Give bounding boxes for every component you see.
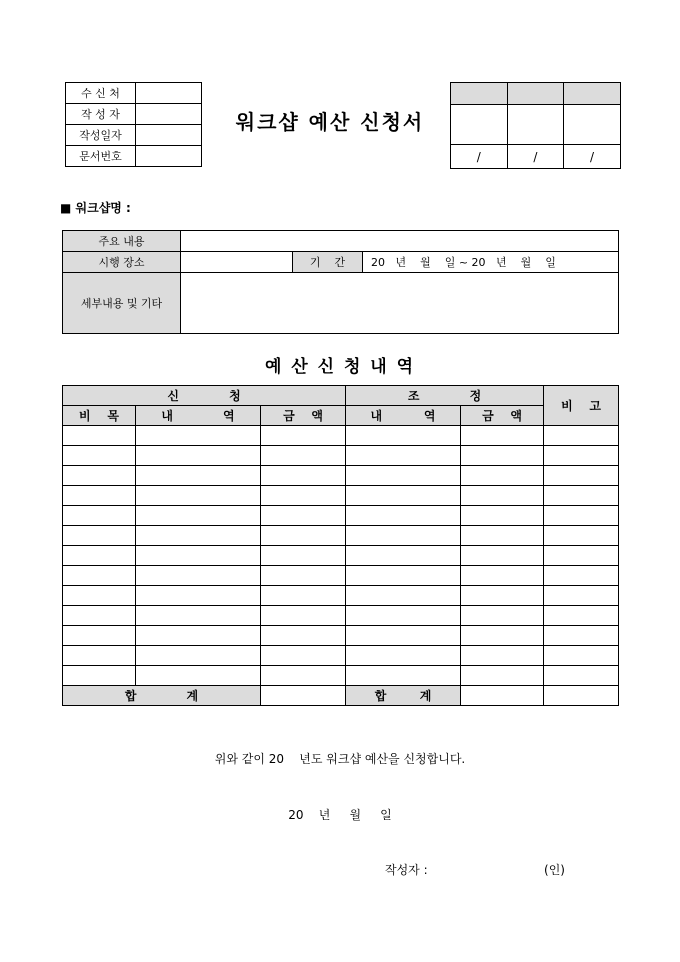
approval-header-cell [564,83,621,105]
budget-cell-adj-amount [461,566,544,586]
budget-row [63,426,619,446]
budget-cell-adj-amount [461,666,544,686]
budget-cell-adj-detail [346,426,461,446]
budget-cell-remarks [544,626,619,646]
budget-cell-adj-amount [461,486,544,506]
budget-cell-amount [261,666,346,686]
info-label-recipient: 수 신 처 [66,83,136,104]
budget-row [63,446,619,466]
info-row [66,83,202,104]
budget-cell-remarks [544,586,619,606]
info-label-docnumber: 문서번호 [66,146,136,167]
total-label-cell: 합 계 [63,686,261,706]
budget-cell-adj-detail [346,566,461,586]
budget-cell-amount [261,626,346,646]
budget-body [63,426,619,686]
total-remarks-cell [544,686,619,706]
budget-header-group-row [63,386,619,406]
budget-cell-adj-amount [461,586,544,606]
budget-cell-adj-amount [461,626,544,646]
budget-cell-adj-detail [346,606,461,626]
venue-label: 시행 장소 [63,252,181,273]
header-detail: 내 역 [136,406,261,426]
budget-cell-item [63,566,136,586]
budget-cell-amount [261,526,346,546]
budget-row [63,666,619,686]
budget-cell-amount [261,606,346,626]
info-row [66,125,202,146]
period-label: 기 간 [293,252,363,273]
main-content-value [181,231,619,252]
budget-cell-adj-detail [346,546,461,566]
approval-sign-cell [451,105,508,145]
budget-cell-detail [136,466,261,486]
budget-cell-item [63,446,136,466]
author-line [385,861,565,878]
budget-cell-adj-detail [346,666,461,686]
budget-cell-adj-detail [346,526,461,546]
header-adj-detail: 내 역 [346,406,461,426]
budget-row [63,506,619,526]
info-label-author: 작 성 자 [66,104,136,125]
header-remarks: 비 고 [544,386,619,426]
page-title: 워크샵 예산 신청서 [235,110,425,134]
budget-cell-item [63,626,136,646]
budget-cell-amount [261,586,346,606]
budget-cell-adj-detail [346,586,461,606]
budget-cell-detail [136,646,261,666]
info-value-recipient [136,83,202,104]
budget-cell-detail [136,546,261,566]
budget-cell-amount [261,646,346,666]
header-amount: 금 액 [261,406,346,426]
details-row [63,273,619,334]
budget-cell-adj-detail [346,626,461,646]
budget-cell-item [63,466,136,486]
budget-header-row [63,406,619,426]
header-adjustment: 조 정 [346,386,544,406]
budget-cell-item [63,526,136,546]
info-label-date: 작성일자 [66,125,136,146]
budget-cell-adj-amount [461,606,544,626]
workshop-info-table [62,230,619,334]
approval-table [450,82,621,169]
budget-cell-amount [261,446,346,466]
budget-cell-detail [136,566,261,586]
total-amount-cell [261,686,346,706]
statement-text: 위와 같이 20 년도 워크샵 예산을 신청합니다. [214,752,466,766]
header-application: 신 청 [63,386,346,406]
budget-row [63,646,619,666]
budget-cell-adj-detail [346,486,461,506]
period-value: 20 년 월 일 ~ 20 년 월 일 [363,252,619,273]
workshop-name-label: ■ 워크샵명 : [60,201,131,215]
budget-cell-item [63,486,136,506]
venue-value [181,252,293,273]
budget-cell-detail [136,426,261,446]
header-adj-amount: 금 액 [461,406,544,426]
budget-row [63,606,619,626]
author-label: 작성자 : [385,863,428,877]
budget-cell-adj-detail [346,506,461,526]
budget-cell-adj-amount [461,466,544,486]
budget-cell-item [63,606,136,626]
details-value [181,273,619,334]
budget-cell-adj-amount [461,526,544,546]
approval-sign-row [451,105,621,145]
budget-row [63,626,619,646]
budget-cell-remarks [544,486,619,506]
budget-cell-remarks [544,606,619,626]
budget-cell-item [63,546,136,566]
budget-cell-amount [261,566,346,586]
budget-cell-adj-amount [461,546,544,566]
budget-cell-remarks [544,646,619,666]
main-content-row [63,231,619,252]
budget-cell-amount [261,426,346,446]
budget-cell-item [63,586,136,606]
budget-cell-detail [136,486,261,506]
header-item: 비 목 [63,406,136,426]
budget-cell-adj-amount [461,446,544,466]
budget-cell-adj-amount [461,426,544,446]
approval-header-cell [507,83,564,105]
approval-sign-cell [564,105,621,145]
budget-cell-amount [261,546,346,566]
budget-cell-detail [136,626,261,646]
budget-cell-remarks [544,506,619,526]
budget-cell-detail [136,586,261,606]
budget-row [63,586,619,606]
budget-cell-remarks [544,426,619,446]
adj-total-label-cell: 합 계 [346,686,461,706]
budget-cell-amount [261,466,346,486]
budget-cell-detail [136,446,261,466]
budget-cell-item [63,666,136,686]
approval-date-cell: / [564,145,621,169]
approval-date-cell: / [451,145,508,169]
budget-cell-remarks [544,466,619,486]
details-label: 세부내용 및 기타 [63,273,181,334]
budget-row [63,526,619,546]
budget-section-title: 예 산 신 청 내 역 [264,357,416,377]
budget-row [63,466,619,486]
budget-cell-remarks [544,546,619,566]
info-value-docnumber [136,146,202,167]
budget-cell-detail [136,606,261,626]
approval-sign-cell [507,105,564,145]
budget-cell-adj-amount [461,506,544,526]
document-info-table [65,82,202,167]
approval-header-row [451,83,621,105]
budget-cell-amount [261,506,346,526]
approval-date-row [451,145,621,169]
budget-cell-adj-amount [461,646,544,666]
adj-total-amount-cell [461,686,544,706]
budget-cell-remarks [544,566,619,586]
budget-row [63,566,619,586]
budget-cell-item [63,426,136,446]
budget-cell-amount [261,486,346,506]
budget-cell-remarks [544,446,619,466]
budget-cell-detail [136,666,261,686]
budget-cell-remarks [544,666,619,686]
budget-cell-adj-detail [346,466,461,486]
info-row [66,104,202,125]
budget-cell-adj-detail [346,646,461,666]
main-content-label: 주요 내용 [63,231,181,252]
seal-label: (인) [544,863,565,877]
approval-date-cell: / [507,145,564,169]
info-row [66,146,202,167]
approval-header-cell [451,83,508,105]
budget-row [63,486,619,506]
budget-cell-item [63,646,136,666]
date-text: 20 년 월 일 [288,808,392,822]
budget-cell-remarks [544,526,619,546]
budget-cell-detail [136,506,261,526]
budget-table [62,385,619,706]
budget-total-row [63,686,619,706]
budget-cell-item [63,506,136,526]
budget-cell-detail [136,526,261,546]
budget-cell-adj-detail [346,446,461,466]
venue-period-row [63,252,619,273]
budget-row [63,546,619,566]
